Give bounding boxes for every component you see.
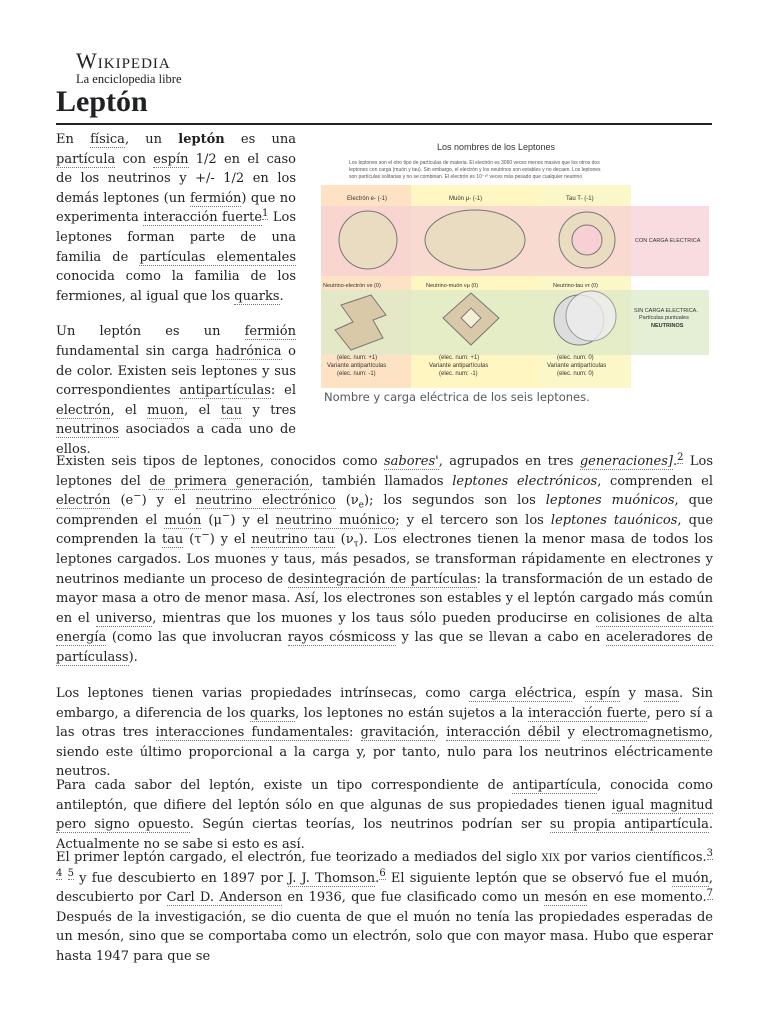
italic-term: leptones tauónicos <box>550 512 678 528</box>
text: (μ <box>201 512 222 528</box>
text: en 1936, que fue clasificado como un <box>282 890 545 906</box>
link-masa[interactable]: masa <box>644 686 679 701</box>
text: : <box>348 725 361 741</box>
paragraph-6 <box>56 848 713 967</box>
link-fermion[interactable]: fermión <box>244 324 296 340</box>
text: 1/2 en el caso de los neutrinos y +/- 1/2 en los demás leptones (un <box>56 151 296 206</box>
link-muon[interactable]: muón <box>164 512 202 528</box>
figure-heading: Los nombres de los Leptones <box>436 142 556 152</box>
text: por varios científicos. <box>559 850 707 865</box>
text: . Actualmente no se sabe si esto es así. <box>56 817 713 852</box>
link-generaciones[interactable]: generaciones] <box>579 454 673 469</box>
link-gravitacion[interactable]: gravitación <box>360 725 435 741</box>
link-carga-electrica[interactable]: carga eléctrica <box>469 686 573 701</box>
text: (ν <box>335 493 359 509</box>
text: y fue descubierto en 1897 por <box>73 870 288 886</box>
superscript: − <box>221 510 231 522</box>
link-neutrino-tau[interactable]: neutrino tau <box>251 532 335 548</box>
link-tau[interactable]: tau <box>220 402 243 418</box>
link-quarks[interactable]: quarks <box>234 288 280 304</box>
text: , pero sí a las otras tres <box>56 705 713 741</box>
leptons-diagram <box>321 140 709 388</box>
text: , un <box>124 132 179 147</box>
label-with-charge: CON CARGA ELECTRICA <box>635 238 701 244</box>
paragraph-4 <box>56 684 713 782</box>
text: El siguiente leptón que se observó fue el <box>385 870 672 886</box>
text: , los leptones no están sujetos a la <box>295 705 528 721</box>
reference-5[interactable]: 5 <box>67 868 74 880</box>
italic-term: leptones electrónicos <box>452 473 598 489</box>
reference-1[interactable]: 1 <box>262 208 269 220</box>
label-neutrino-muon: Neutrino-muón νμ (0) <box>426 283 479 289</box>
title-divider <box>56 123 712 125</box>
text: , agrupados en tres <box>438 454 580 469</box>
reference-3[interactable]: 3 <box>706 847 713 859</box>
text: y tres <box>242 402 297 418</box>
intro-column <box>56 130 296 460</box>
superscript: − <box>133 490 142 502</box>
text: es una <box>224 132 297 147</box>
text: fundamental sin carga <box>56 343 216 359</box>
text: y <box>620 686 645 701</box>
link-primera-generacion[interactable]: de primera generación <box>149 473 310 489</box>
text: Un leptón es un <box>56 324 245 340</box>
tau-ring-inner <box>572 225 602 255</box>
text: En <box>56 132 91 147</box>
link-thomson[interactable]: J. J. Thomson <box>288 870 376 886</box>
link-desintegracion[interactable]: desintegración de partículas <box>287 571 477 587</box>
neutrino-tau-overlay <box>566 291 616 341</box>
electron-shape <box>339 211 397 269</box>
link-antiparticula[interactable]: antipartícula <box>512 778 598 793</box>
text: Los leptones tienen varias propiedades intrínsecas, como <box>56 686 470 701</box>
text: , <box>572 686 585 701</box>
text: Los leptones forman parte de una familia de <box>56 210 296 265</box>
text: y <box>560 725 583 741</box>
text: (como las que involucran <box>106 630 288 646</box>
paragraph-1 <box>56 130 296 306</box>
muon-shape <box>425 210 525 270</box>
text: ; y el tercero son los <box>395 512 551 528</box>
text: ) y el <box>230 512 276 528</box>
link-tau[interactable]: tau <box>161 532 184 548</box>
text: en ese momento. <box>587 890 707 906</box>
text: con <box>115 151 154 167</box>
figure-caption: Nombre y carga eléctrica de los seis leptones. <box>324 390 590 404</box>
label-neutrino-electron: Neutrino-electrón νe (0) <box>323 283 381 289</box>
wikipedia-logo[interactable] <box>76 50 182 86</box>
text: o de color. Existen seis leptones y sus correspondientes <box>56 343 296 399</box>
text: (τ <box>183 532 202 548</box>
reference-6[interactable]: 6 <box>379 868 386 880</box>
figure-intro-line: Los leptones son el otro tipo de partículas de materia. El electrón es 3060 veces menos masivo que los otros dos <box>349 160 600 166</box>
label-neutrino-tau: Neutrino-tau ντ (0) <box>553 283 598 289</box>
link-interaccion-fuerte[interactable]: interacción fuerte <box>527 705 647 721</box>
superscript: − <box>201 530 210 542</box>
logo-wordmark: Wikipedia <box>76 48 171 73</box>
text: , el <box>184 402 221 418</box>
text: ). <box>128 649 138 665</box>
label-tau: Tau T- (-1) <box>566 196 594 202</box>
text: Los leptones del <box>56 454 713 489</box>
link-electron[interactable]: electrón <box>56 402 111 418</box>
link-meson[interactable]: mesón <box>544 890 588 906</box>
link-neutrino-muonico[interactable]: neutrino muónico <box>275 512 396 528</box>
elec-num: Variante antipartículas <box>327 363 387 369</box>
text: (ν <box>334 532 354 548</box>
text: asociados a cada uno de ellos. <box>56 422 296 457</box>
link-hadronica[interactable]: hadrónica <box>215 343 282 359</box>
century-numeral: XIX <box>541 853 560 864</box>
text: , mientras que los muones y los taus sólo pueden producirse en <box>152 610 596 626</box>
elec-num: (elec. num: +1) <box>337 355 378 361</box>
link-interaccion-debil[interactable]: interacción débil <box>446 725 561 741</box>
link-espin[interactable]: espín <box>153 151 189 167</box>
text: , que comprenden la <box>56 512 714 548</box>
figure-intro-line: leptones con carga (muón y tau). Sin embargo, el electrón y los neutrinos son estables y no decaen. Los leptones <box>349 167 601 173</box>
italic-term: leptones muónicos <box>545 493 675 509</box>
elec-num: (elec. num: 0) <box>557 355 594 361</box>
text: , siendo este último proporcional a la carga y, por tanto, nulo para los neutrinos eléctricamente neutros. <box>56 725 714 780</box>
text: (e <box>110 493 134 509</box>
label-electron: Electrón e- (-1) <box>347 196 388 202</box>
link-aceleradores[interactable]: aceleradores de partículass <box>56 630 713 665</box>
elec-num: (elec. num: -1) <box>439 371 478 377</box>
link-propia-antiparticula[interactable]: su propia antipartícula <box>549 817 709 833</box>
text: . <box>672 454 678 469</box>
subscript: e <box>358 500 364 511</box>
text: Para cada sabor del leptón, existe un tipo correspondiente de <box>56 778 513 793</box>
link-colisiones[interactable]: colisiones de alta energía <box>56 610 714 646</box>
label-neutrinos: NEUTRINOS <box>651 323 684 329</box>
text: , <box>434 725 447 741</box>
label-no-charge: SIN CARGA ELECTRICA. <box>634 308 698 314</box>
elec-num: Variante antipartículas <box>429 363 489 369</box>
text: , conocida como antileptón, que difiere del leptón sólo en que algunas de sus propiedades tienen <box>56 778 713 813</box>
link-quarks[interactable]: quarks <box>249 705 296 721</box>
text: , descubierto por <box>56 870 713 906</box>
text: . <box>279 288 284 304</box>
label-point-particles: Partículas puntuales <box>639 315 689 321</box>
page-title: Leptón <box>56 85 148 118</box>
text: , que comprenden el <box>56 493 713 528</box>
text: ) y el <box>209 532 252 548</box>
link-antiparticulas[interactable]: antipartículas <box>179 383 271 399</box>
text: y las que se llevan a cabo en <box>395 630 607 646</box>
text: ). Los electrones tienen la menor masa de todos los leptones cargados. Los muones y taus, más pesados, se transforman rápidamente en electrones y neutrinos mediante un proceso de <box>56 532 713 587</box>
text: ) y el <box>141 493 196 509</box>
link-signo-opuesto[interactable]: igual magnitud pero signo opuesto <box>56 797 713 833</box>
link-universo[interactable]: universo <box>95 610 153 626</box>
text: : el <box>270 383 296 399</box>
logo-tagline: La enciclopedia libre <box>76 72 182 86</box>
link-fisica[interactable]: física <box>90 132 125 147</box>
elec-num: Variante antipartículas <box>547 363 607 369</box>
text: conocida como la familia de los fermiones, al igual que los <box>56 269 296 304</box>
text: . Según ciertas teorías, los neutrinos podrían ser <box>189 817 550 833</box>
text: . Sin embargo, a diferencia de los <box>56 686 713 721</box>
link-interacciones-fundamentales[interactable]: interacciones fundamentales <box>155 725 349 741</box>
paragraph-2 <box>56 322 296 459</box>
text: Existen seis tipos de leptones, conocidos como <box>56 454 384 469</box>
link-particula[interactable]: partícula <box>56 151 116 167</box>
elec-num: (elec. num: -1) <box>337 371 376 377</box>
link-muon[interactable]: muón <box>671 870 709 886</box>
text: ); los segundos son los <box>364 493 546 509</box>
link-espin[interactable]: espín <box>584 686 621 701</box>
link-sabores[interactable]: sabores' <box>383 454 439 469</box>
link-interaccion-fuerte[interactable]: interacción fuerte <box>143 210 263 226</box>
reference-4[interactable]: 4 <box>56 868 63 880</box>
text: ) que no experimenta <box>56 190 296 226</box>
link-muon[interactable]: muon <box>147 402 185 418</box>
elec-num: (elec. num: 0) <box>557 371 594 377</box>
text: : la transformación de un estado de mayor masa a otro de menor masa. Así, los electrones son estables y el leptón cargado más común en el <box>56 571 713 626</box>
link-rayos-cosmicos[interactable]: rayos cósmicoss <box>287 630 396 646</box>
figure-intro-line: son partículas solitarias y no se combinan. El electrón es 10⁻¹⁰ veces más pesado que cualquier neutrino <box>349 174 583 180</box>
label-muon: Muón μ- (-1) <box>449 196 483 202</box>
link-fermion[interactable]: fermión <box>189 190 242 206</box>
reference-2[interactable]: 2 <box>677 451 684 463</box>
paragraph-3 <box>56 452 713 668</box>
link-electron[interactable]: electrón <box>56 493 111 509</box>
link-neutrino-electronico[interactable]: neutrino electrónico <box>195 493 336 509</box>
leptons-figure[interactable] <box>321 140 709 388</box>
text: . <box>375 870 380 886</box>
link-electromagnetismo[interactable]: electromagnetismo <box>582 725 709 741</box>
elec-num: (elec. num: +1) <box>439 355 480 361</box>
link-particulas-elementales[interactable]: partículas elementales <box>139 249 296 265</box>
subscript: τ <box>353 539 359 550</box>
reference-7[interactable]: 7 <box>706 887 713 899</box>
paragraph-5 <box>56 776 713 854</box>
text: , comprenden el <box>597 473 713 489</box>
text: Después de la investigación, se dio cuenta de que el muón no tenía las propiedades esperadas de un mesón, sino que se comportaba como un electrón, solo que con mayor masa. Hubo que esperar hasta 1947 para que se <box>56 909 713 964</box>
text: El primer leptón cargado, el electrón, fue teorizado a mediados del siglo <box>56 850 542 865</box>
link-anderson[interactable]: Carl D. Anderson <box>166 890 283 906</box>
bold-term: leptón <box>178 132 225 147</box>
link-neutrinos[interactable]: neutrinos <box>56 422 119 438</box>
text: , también llamados <box>309 473 453 489</box>
text: , el <box>110 402 148 418</box>
